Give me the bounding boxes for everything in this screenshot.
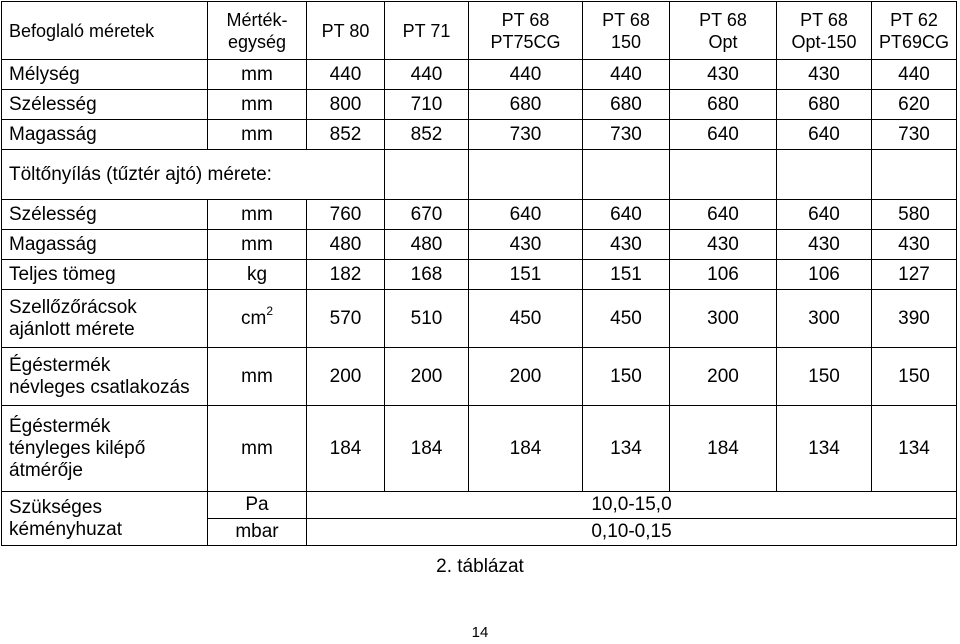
- section-row: [2, 150, 957, 200]
- table-row: Égéstermék névleges csatlakozás mm 200 200 200 150 200 150 150: [2, 348, 957, 406]
- table-row: Magasság mm 480 480 430 430 430 430 430: [2, 230, 957, 260]
- table-row: Szélesség mm 800 710 680 680 680 680 620: [2, 90, 957, 120]
- header-col-6: PT 68 Opt-150: [777, 2, 872, 60]
- table-row: Szellőzőrácsok ajánlott mérete $cm^2$ 570 510 450 450 300 300 390: [2, 290, 957, 348]
- header-col-2: PT 71: [385, 2, 469, 60]
- draft-value-pa: 10,0-15,0: [307, 492, 957, 519]
- table-caption: 2. táblázat: [436, 556, 524, 577]
- draft-value-mbar: 0,10-0,15: [307, 519, 957, 546]
- header-row: [2, 2, 957, 60]
- page-number: 14: [471, 624, 489, 641]
- table-row: Égéstermék tényleges kilépő átmérője mm 184 184 184 134 184 134 134: [2, 406, 957, 492]
- header-label: Befoglaló méretek: [2, 2, 208, 60]
- specification-table: [1, 1, 957, 546]
- unit-cm2: $cm^2$: [208, 290, 307, 348]
- header-col-1: PT 80: [307, 2, 385, 60]
- table-row: Szükséges kéményhuzat Pa 10,0-15,0: [2, 492, 957, 519]
- table-row: Magasság mm 852 852 730 730 640 640 730: [2, 120, 957, 150]
- header-col-3: PT 68 PT75CG: [469, 2, 583, 60]
- table-row: mbar 0,10-0,15: [2, 519, 957, 546]
- header-unit: Mérték- egység: [208, 2, 307, 60]
- header-col-7: PT 62 PT69CG: [872, 2, 957, 60]
- table-row: Mélység mm 440 440 440 440 430 430 440: [2, 60, 957, 90]
- header-col-4: PT 68 150: [583, 2, 670, 60]
- section-label: Töltőnyílás (tűztér ajtó) mérete:: [2, 150, 307, 200]
- table-row: Szélesség mm 760 670 640 640 640 640 580: [2, 200, 957, 230]
- table-row: Teljes tömeg kg 182 168 151 151 106 106 127: [2, 260, 957, 290]
- header-col-5: PT 68 Opt: [670, 2, 777, 60]
